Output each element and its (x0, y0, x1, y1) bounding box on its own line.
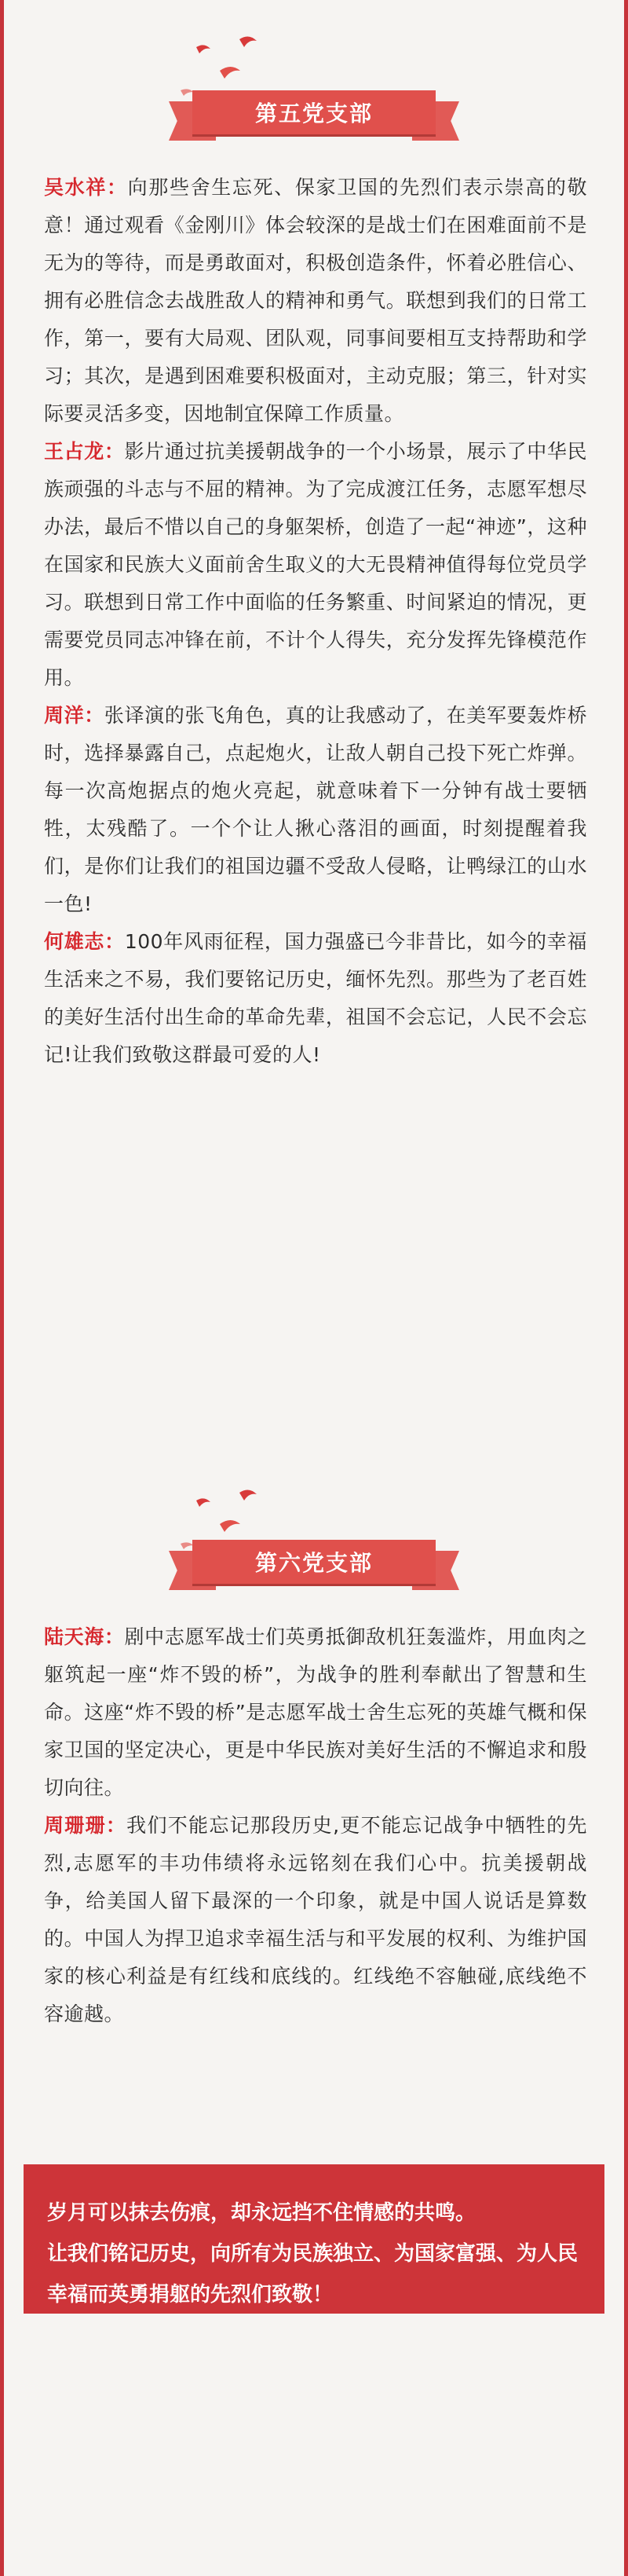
entry-name: 陆天海： (44, 1625, 125, 1648)
entry-name: 周珊珊： (44, 1814, 127, 1837)
closing-banner (24, 2164, 604, 2314)
entry-text: 我们不能忘记那段历史,更不能忘记战争中牺牲的先烈,志愿军的丰功伟绩将永远铭刻在我们心中。抗美援朝战争，给美国人留下最深的一个印象，就是中国人说话是算数的。中国人为捍卫追求幸福生活与和平发展的权利、为维护国家的核心利益是有红线和底线的。红线绝不容触碰,底线绝不容逾越。 (44, 1814, 587, 2025)
entry-name: 周洋： (44, 704, 104, 727)
entry (44, 1807, 587, 2033)
closing-line: 让我们铭记历史，向所有为民族独立、为国家富强、为人民幸福而英勇捐躯的先烈们致敬！ (47, 2242, 579, 2307)
entry-text: 剧中志愿军战士们英勇抵御敌机狂轰滥炸，用血肉之躯筑起一座“炸不毁的桥”，为战争的胜利奉献出了智慧和生命。这座“炸不毁的桥”是志愿军战士舍生忘死的英雄气概和保家卫国的坚定决心，更是中华民族对美好生活的不懈追求和殷切向往。 (44, 1625, 587, 1799)
section-title: 第五党支部 (192, 90, 436, 134)
section-banner (169, 90, 459, 141)
entry-text: 100年风雨征程，国力强盛已今非昔比，如今的幸福生活来之不易，我们要铭记历史，缅怀先烈。那些为了老百姓的美好生活付出生命的革命先辈，祖国不会忘记，人民不会忘记!让我们致敬这群最可爱的人! (44, 930, 587, 1066)
entry-text: 向那些舍生忘死、保家卫国的先烈们表示崇高的敬意！通过观看《金刚川》体会较深的是战士们在困难面前不是无为的等待，而是勇敢面对，积极创造条件，怀着必胜信心、拥有必胜信念去战胜敌人的精神和勇气。联想到我们的日常工作，第一，要有大局观、团队观，同事间要相互支持帮助和学习；其次，是遇到困难要积极面对，主动克服；第三，针对实际要灵活多变，因地制宜保障工作质量。 (44, 176, 587, 425)
entry-text: 张译演的张飞角色，真的让我感动了，在美军要轰炸桥时，选择暴露自己，点起炮火，让敌人朝自己投下死亡炸弹。每一次高炮据点的炮火亮起，就意味着下一分钟有战士要牺牲，太残酷了。一个个让人揪心落泪的画面，时刻提醒着我们，是你们让我们的祖国边疆不受敌人侵略，让鸭绿江的山水一色! (44, 704, 587, 915)
entry (44, 1618, 587, 1807)
entry-name: 王占龙： (44, 440, 125, 463)
entry (44, 923, 587, 1074)
entry (44, 169, 587, 433)
closing-line: 岁月可以抹去伤痕，却永远挡不住情感的共鸣。 (47, 2201, 476, 2225)
section-body (44, 1618, 587, 2033)
section-title: 第六党支部 (192, 1540, 436, 1584)
section-body (44, 169, 587, 1074)
entry-name: 何雄志： (44, 930, 125, 953)
entry (44, 697, 587, 923)
entry (44, 433, 587, 697)
entry-name: 吴水祥： (44, 176, 128, 199)
entry-text: 影片通过抗美援朝战争的一个小场景，展示了中华民族顽强的斗志与不屈的精神。为了完成渡江任务，志愿军想尽办法，最后不惜以自己的身躯架桥，创造了一起“神迹”，这种在国家和民族大义面前舍生取义的大无畏精神值得每位党员学习。联想到日常工作中面临的任务繁重、时间紧迫的情况，更需要党员同志冲锋在前，不计个人得失，充分发挥先锋模范作用。 (44, 440, 587, 689)
section-banner (169, 1540, 459, 1590)
